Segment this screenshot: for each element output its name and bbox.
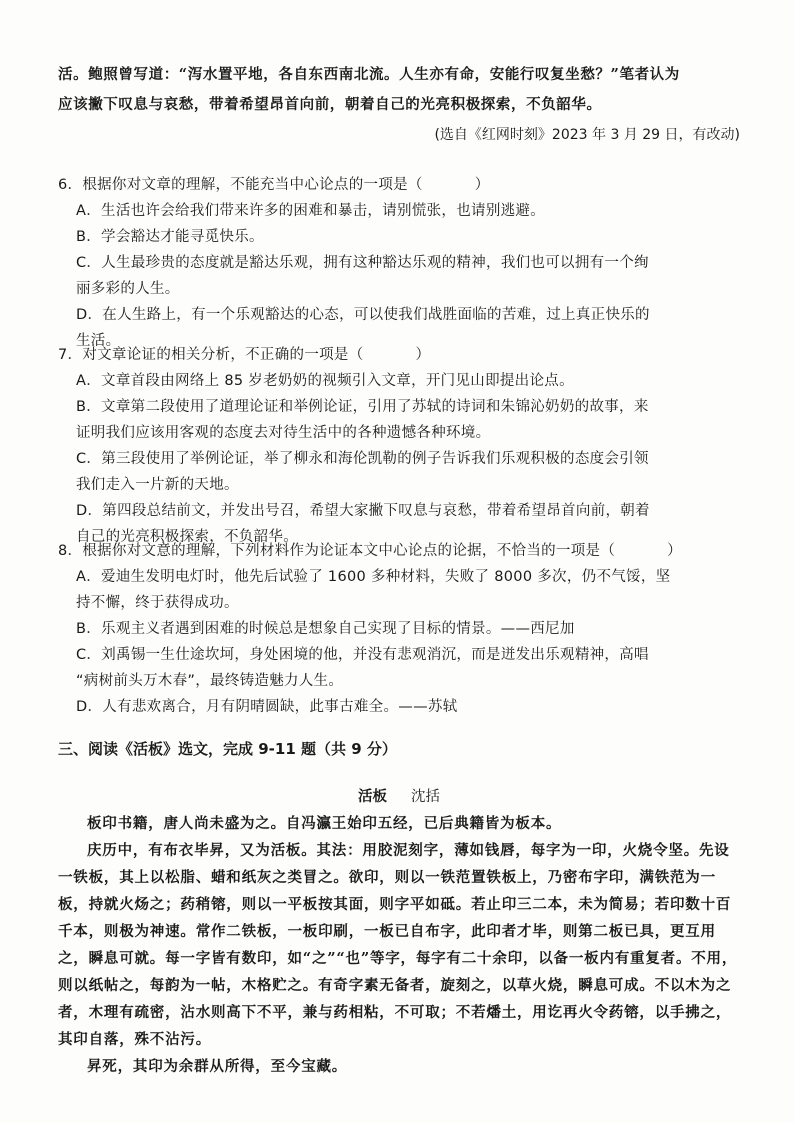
classical-paragraph: 昇死，其印为余群从所得，至今宝藏。 xyxy=(87,1058,348,1075)
option-b: B．乐观主义者遇到困难的时候总是想象自己实现了目标的情景。——西尼加 xyxy=(76,621,575,637)
option-d: D．第四段总结前文，并发出号召，希望大家撇下叹息与哀愁，带着希望昂首向前，朝着 自己的光亮积极探索，不负韶华。 xyxy=(76,503,650,545)
option-c: C．第三段使用了举例论证，举了柳永和海伦凯勒的例子告诉我们乐观积极的态度会引领 我们走入一片新的天地。 xyxy=(76,451,649,493)
intro-passage xyxy=(58,60,740,148)
passage-line: 应该撇下叹息与哀愁，带着希望昂首向前，朝着自己的光亮积极探索，不负韶华。 xyxy=(58,96,602,113)
option-d: D．人有悲欢离合，月有阴晴圆缺，此事古难全。——苏轼 xyxy=(76,699,458,715)
option-c: C．刘禹锡一生仕途坎坷，身处困境的他，并没有悲观消沉，而是迸发出乐观精神，高唱 “病树前头万木春”，最终铸造魅力人生。 xyxy=(76,647,649,689)
section-3 xyxy=(58,736,740,1080)
question-stem: 7．对文章论证的相关分析，不正确的一项是（ ） xyxy=(58,347,431,363)
option-b: B．文章第二段使用了道理论证和举例论证，引用了苏轼的诗词和朱锦沁奶奶的故事，来 证明我们应该用客观的态度去对待生活中的各种遗憾各种环境。 xyxy=(76,399,649,441)
classical-paragraph: 板印书籍，唐人尚未盛为之。自冯瀛王始印五经，已后典籍皆为板本。 xyxy=(87,815,562,832)
option-d: D．在人生路上，有一个乐观豁达的心态，可以使我们战胜面临的苦难，过上真正快乐的 生活。 xyxy=(76,307,650,349)
article-title: 活板 沈括 xyxy=(358,789,440,805)
question-7 xyxy=(58,342,740,550)
question-stem: 6．根据你对文章的理解，不能充当中心论点的一项是（ ） xyxy=(58,177,490,193)
question-stem: 8．根据你对文意的理解，下列材料作为论证本文中心论点的论据，不恰当的一项是（ ） xyxy=(58,543,682,559)
option-a: A．爱迪生发明电灯时，他先后试验了 1600 多种材料，失败了 8000 多次，仍不气馁，坚 持不懈，终于获得成功。 xyxy=(76,569,671,611)
question-6 xyxy=(58,172,740,354)
source-citation: (选自《红网时刻》2023 年 3 月 29 日，有改动) xyxy=(434,127,740,143)
option-c: C．人生最珍贵的态度就是豁达乐观，拥有这种豁达乐观的精神，我们也可以拥有一个绚 丽多彩的人生。 xyxy=(76,255,649,297)
option-b: B．学会豁达才能寻觅快乐。 xyxy=(76,229,264,245)
classical-paragraph: 庆历中，有布衣毕昇，又为活板。其法：用胶泥刻字，薄如钱唇，每字为一印，火烧令坚。先设一铁板，其上以松脂、蜡和纸灰之类冒之。欲印，则以一铁范置铁板上，乃密布字印，满铁范为一板，持就火炀之；药稍镕，则以一平板按其面，则字平如砥。若止印三二本，未为简易；若印数十百千本，则极为神速。常作二铁板，一板印刷，一板已自布字，此印者才毕，则第二板已具，更互用之，瞬息可就。每一字皆有数印，如“之”“也”等字，每字有二十余印，以备一板内有重复者。不用，则以纸帖之，每韵为一帖，木格贮之。有奇字素无备者，旋刻之，以草火烧，瞬息可成。不以木为之者，木理有疏密，沾水则高下不平，兼与药相粘，不可取；不若燔土，用讫再火令药镕，以手拂之，其印自落，殊不沾污。 xyxy=(58,842,738,1048)
question-8 xyxy=(58,538,740,720)
option-a: A．生活也许会给我们带来许多的困难和暴击，请别慌张，也请别逃避。 xyxy=(76,203,546,219)
option-a: A．文章首段由网络上 85 岁老奶奶的视频引入文章，开门见山即提出论点。 xyxy=(76,373,574,389)
passage-line: 活。鲍照曾写道：“泻水置平地，各自东西南北流。人生亦有命，安能行叹复坐愁？”笔者认为 xyxy=(58,66,680,83)
section-heading: 三、阅读《活板》选文，完成 9-11 题（共 9 分） xyxy=(58,740,397,758)
